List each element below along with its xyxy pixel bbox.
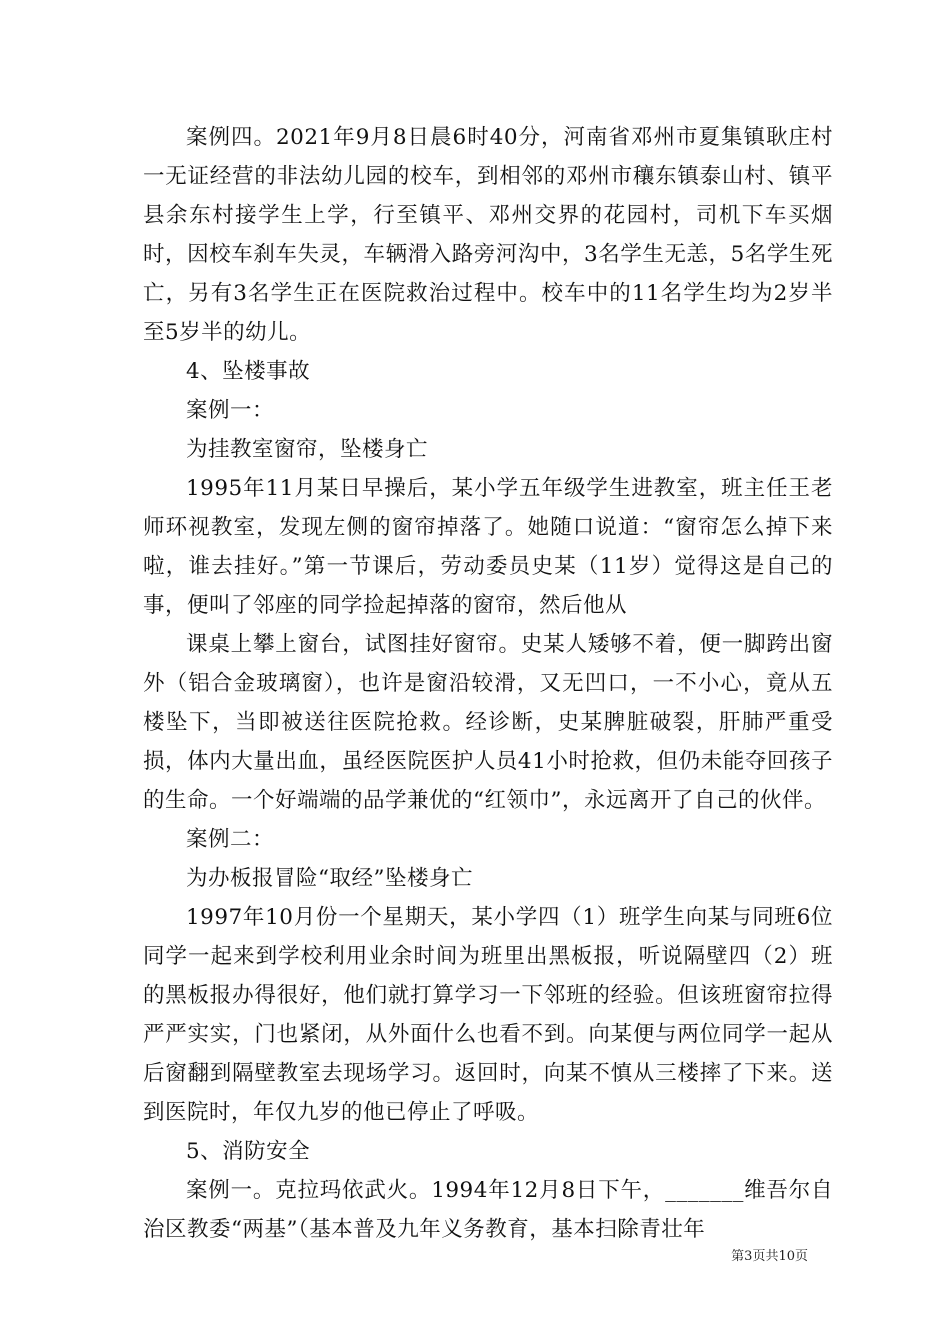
section-heading-fall-accidents: 4、坠楼事故 [186, 359, 311, 384]
case-title-1: 为挂教室窗帘，坠楼身亡 [186, 437, 429, 462]
paragraph-case-2: 1997年10月份一个星期天，某小学四（1）班学生向某与同班6位同学一起来到学校利用业余时间为班里出黑板报，听说隔壁四（2）班的黑板报办得很好，他们就打算学习一下邻班的经验。但该班窗帘拉得严严实实，门也紧闭，从外面什么也看不到。向某便与两位同学一起从后窗翻到隔壁教室去现场学习。返回时，向某不慎从三楼摔了下来。送到医院时，年仅九岁的他已停止了呼吸。 [143, 905, 833, 1125]
page-number-footer: 第3页共10页 [731, 1249, 808, 1264]
document-body [143, 118, 833, 1249]
section-heading-fire-safety: 5、消防安全 [186, 1139, 311, 1164]
case-label-1: 案例一： [186, 398, 275, 423]
paragraph-fire-case-1: 案例一。克拉玛依武火。1994年12月8日下午，_______维吾尔自治区教委“两基”（基本普及九年义务教育，基本扫除青壮年 [143, 1178, 833, 1242]
case-label-2: 案例二： [186, 827, 275, 852]
case-title-2: 为办板报冒险“取经”坠楼身亡 [186, 866, 473, 891]
paragraph-case-1-part-2: 课桌上攀上窗台，试图挂好窗帘。史某人矮够不着，便一脚跨出窗外（铝合金玻璃窗），也许是窗沿较滑，又无凹口，一不小心，竟从五楼坠下，当即被送往医院抢救。经诊断，史某脾脏破裂，肝肺严重受损，体内大量出血，虽经医院医护人员41小时抢救，但仍未能夺回孩子的生命。一个好端端的品学兼优的“红领巾”，永远离开了自己的伙伴。 [143, 632, 833, 813]
paragraph-case-4: 案例四。2021年9月8日晨6时40分，河南省邓州市夏集镇耿庄村一无证经营的非法幼儿园的校车，到相邻的邓州市穰东镇泰山村、镇平县余东村接学生上学，行至镇平、邓州交界的花园村，司机下车买烟时，因校车刹车失灵，车辆滑入路旁河沟中，3名学生无恙，5名学生死亡，另有3名学生正在医院救治过程中。校车中的11名学生均为2岁半至5岁半的幼儿。 [143, 125, 833, 345]
paragraph-case-1-part-1: 1995年11月某日早操后，某小学五年级学生进教室，班主任王老师环视教室，发现左侧的窗帘掉落了。她随口说道：“窗帘怎么掉下来啦，谁去挂好。”第一节课后，劳动委员史某（11岁）觉得这是自己的事，便叫了邻座的同学捡起掉落的窗帘，然后他从 [143, 476, 833, 618]
